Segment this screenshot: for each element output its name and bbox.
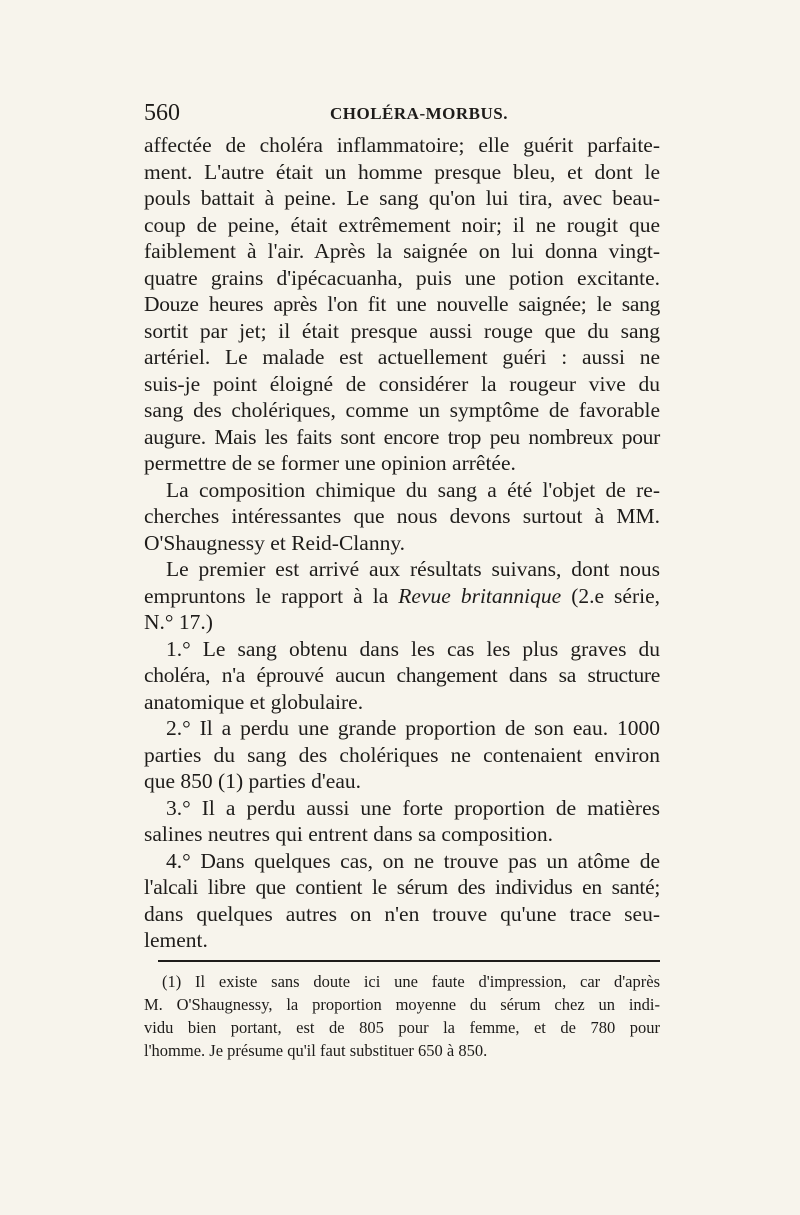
text-line: sortit par jet; il était presque aussi rouge que du sang bbox=[144, 318, 660, 343]
text-line: suis-je point éloigné de considérer la rougeur vive du bbox=[144, 371, 660, 396]
text-line: lement. bbox=[144, 928, 208, 952]
page-header bbox=[144, 100, 664, 130]
footnote-line: vidu bien portant, est de 805 pour la femme, et de 780 pour bbox=[144, 1018, 660, 1037]
text-fragment: empruntons le rapport à la bbox=[144, 583, 389, 608]
text-line: anatomique et globulaire. bbox=[144, 689, 364, 714]
text-line: 4.° Dans quelques cas, on ne trouve pas un atôme de bbox=[166, 848, 660, 873]
text-line: coup de peine, était extrêmement noir; il ne rougit que bbox=[144, 212, 660, 237]
body-text bbox=[144, 132, 660, 954]
text-line: augure. Mais les faits sont encore trop peu nombreux pour bbox=[144, 424, 660, 449]
text-line: cherches intéressantes que nous devons surtout à MM. bbox=[144, 504, 660, 528]
text-line: choléra, n'a éprouvé aucun changement dans sa structure bbox=[144, 663, 660, 687]
text-line: 1.° Le sang obtenu dans les cas les plus graves du bbox=[166, 636, 660, 661]
running-head: CHOLÉRA-MORBUS. bbox=[330, 104, 508, 123]
text-line: ment. L'autre était un homme presque bleu, et dont le bbox=[144, 159, 660, 184]
text-line: 2.° Il a perdu une grande proportion de son eau. 1000 bbox=[166, 716, 660, 740]
text-line: affectée de choléra inflammatoire; elle guérit parfaite- bbox=[144, 133, 660, 157]
journal-title: Revue britannique bbox=[398, 583, 562, 608]
text-line bbox=[144, 583, 660, 610]
text-line: N.° 17.) bbox=[144, 610, 213, 634]
text-line: salines neutres qui entrent dans sa composition. bbox=[144, 822, 554, 846]
text-line: pouls battait à peine. Le sang qu'on lui tira, avec beau- bbox=[144, 186, 660, 210]
text-fragment: (2.e série, bbox=[571, 583, 661, 608]
footnote-line: M. O'Shaugnessy, la proportion moyenne du sérum chez un indi- bbox=[144, 995, 660, 1014]
text-line: artériel. Le malade est actuellement guéri : aussi ne bbox=[144, 345, 660, 369]
text-line: sang des cholériques, comme un symptôme de favorable bbox=[144, 398, 660, 422]
text-line: faiblement à l'air. Après la saignée on lui donna vingt- bbox=[144, 239, 660, 263]
footnote-divider bbox=[158, 960, 660, 962]
text-line: quatre grains d'ipécacuanha, puis une potion excitante. bbox=[144, 265, 660, 290]
text-line: parties du sang des cholériques ne contenaient environ bbox=[144, 742, 660, 767]
footnote bbox=[144, 970, 660, 1062]
text-line: Le premier est arrivé aux résultats suivans, dont nous bbox=[166, 557, 660, 581]
footnote-line: (1) Il existe sans doute ici une faute d'impression, car d'après bbox=[162, 972, 660, 991]
text-line: dans quelques autres on n'en trouve qu'une trace seu- bbox=[144, 901, 660, 926]
text-line: La composition chimique du sang a été l'objet de re- bbox=[166, 477, 660, 502]
text-line: permettre de se former une opinion arrêtée. bbox=[144, 451, 516, 475]
text-line: l'alcali libre que contient le sérum des individus en santé; bbox=[144, 875, 660, 899]
text-line: 3.° Il a perdu aussi une forte proportion de matières bbox=[166, 795, 660, 820]
footnote-line: l'homme. Je présume qu'il faut substituer 650 à 850. bbox=[144, 1041, 488, 1060]
text-line: O'Shaugnessy et Reid-Clanny. bbox=[144, 530, 406, 555]
text-line: Douze heures après l'on fit une nouvelle saignée; le sang bbox=[144, 292, 660, 316]
text-line: que 850 (1) parties d'eau. bbox=[144, 769, 362, 793]
page-number: 560 bbox=[144, 100, 180, 126]
